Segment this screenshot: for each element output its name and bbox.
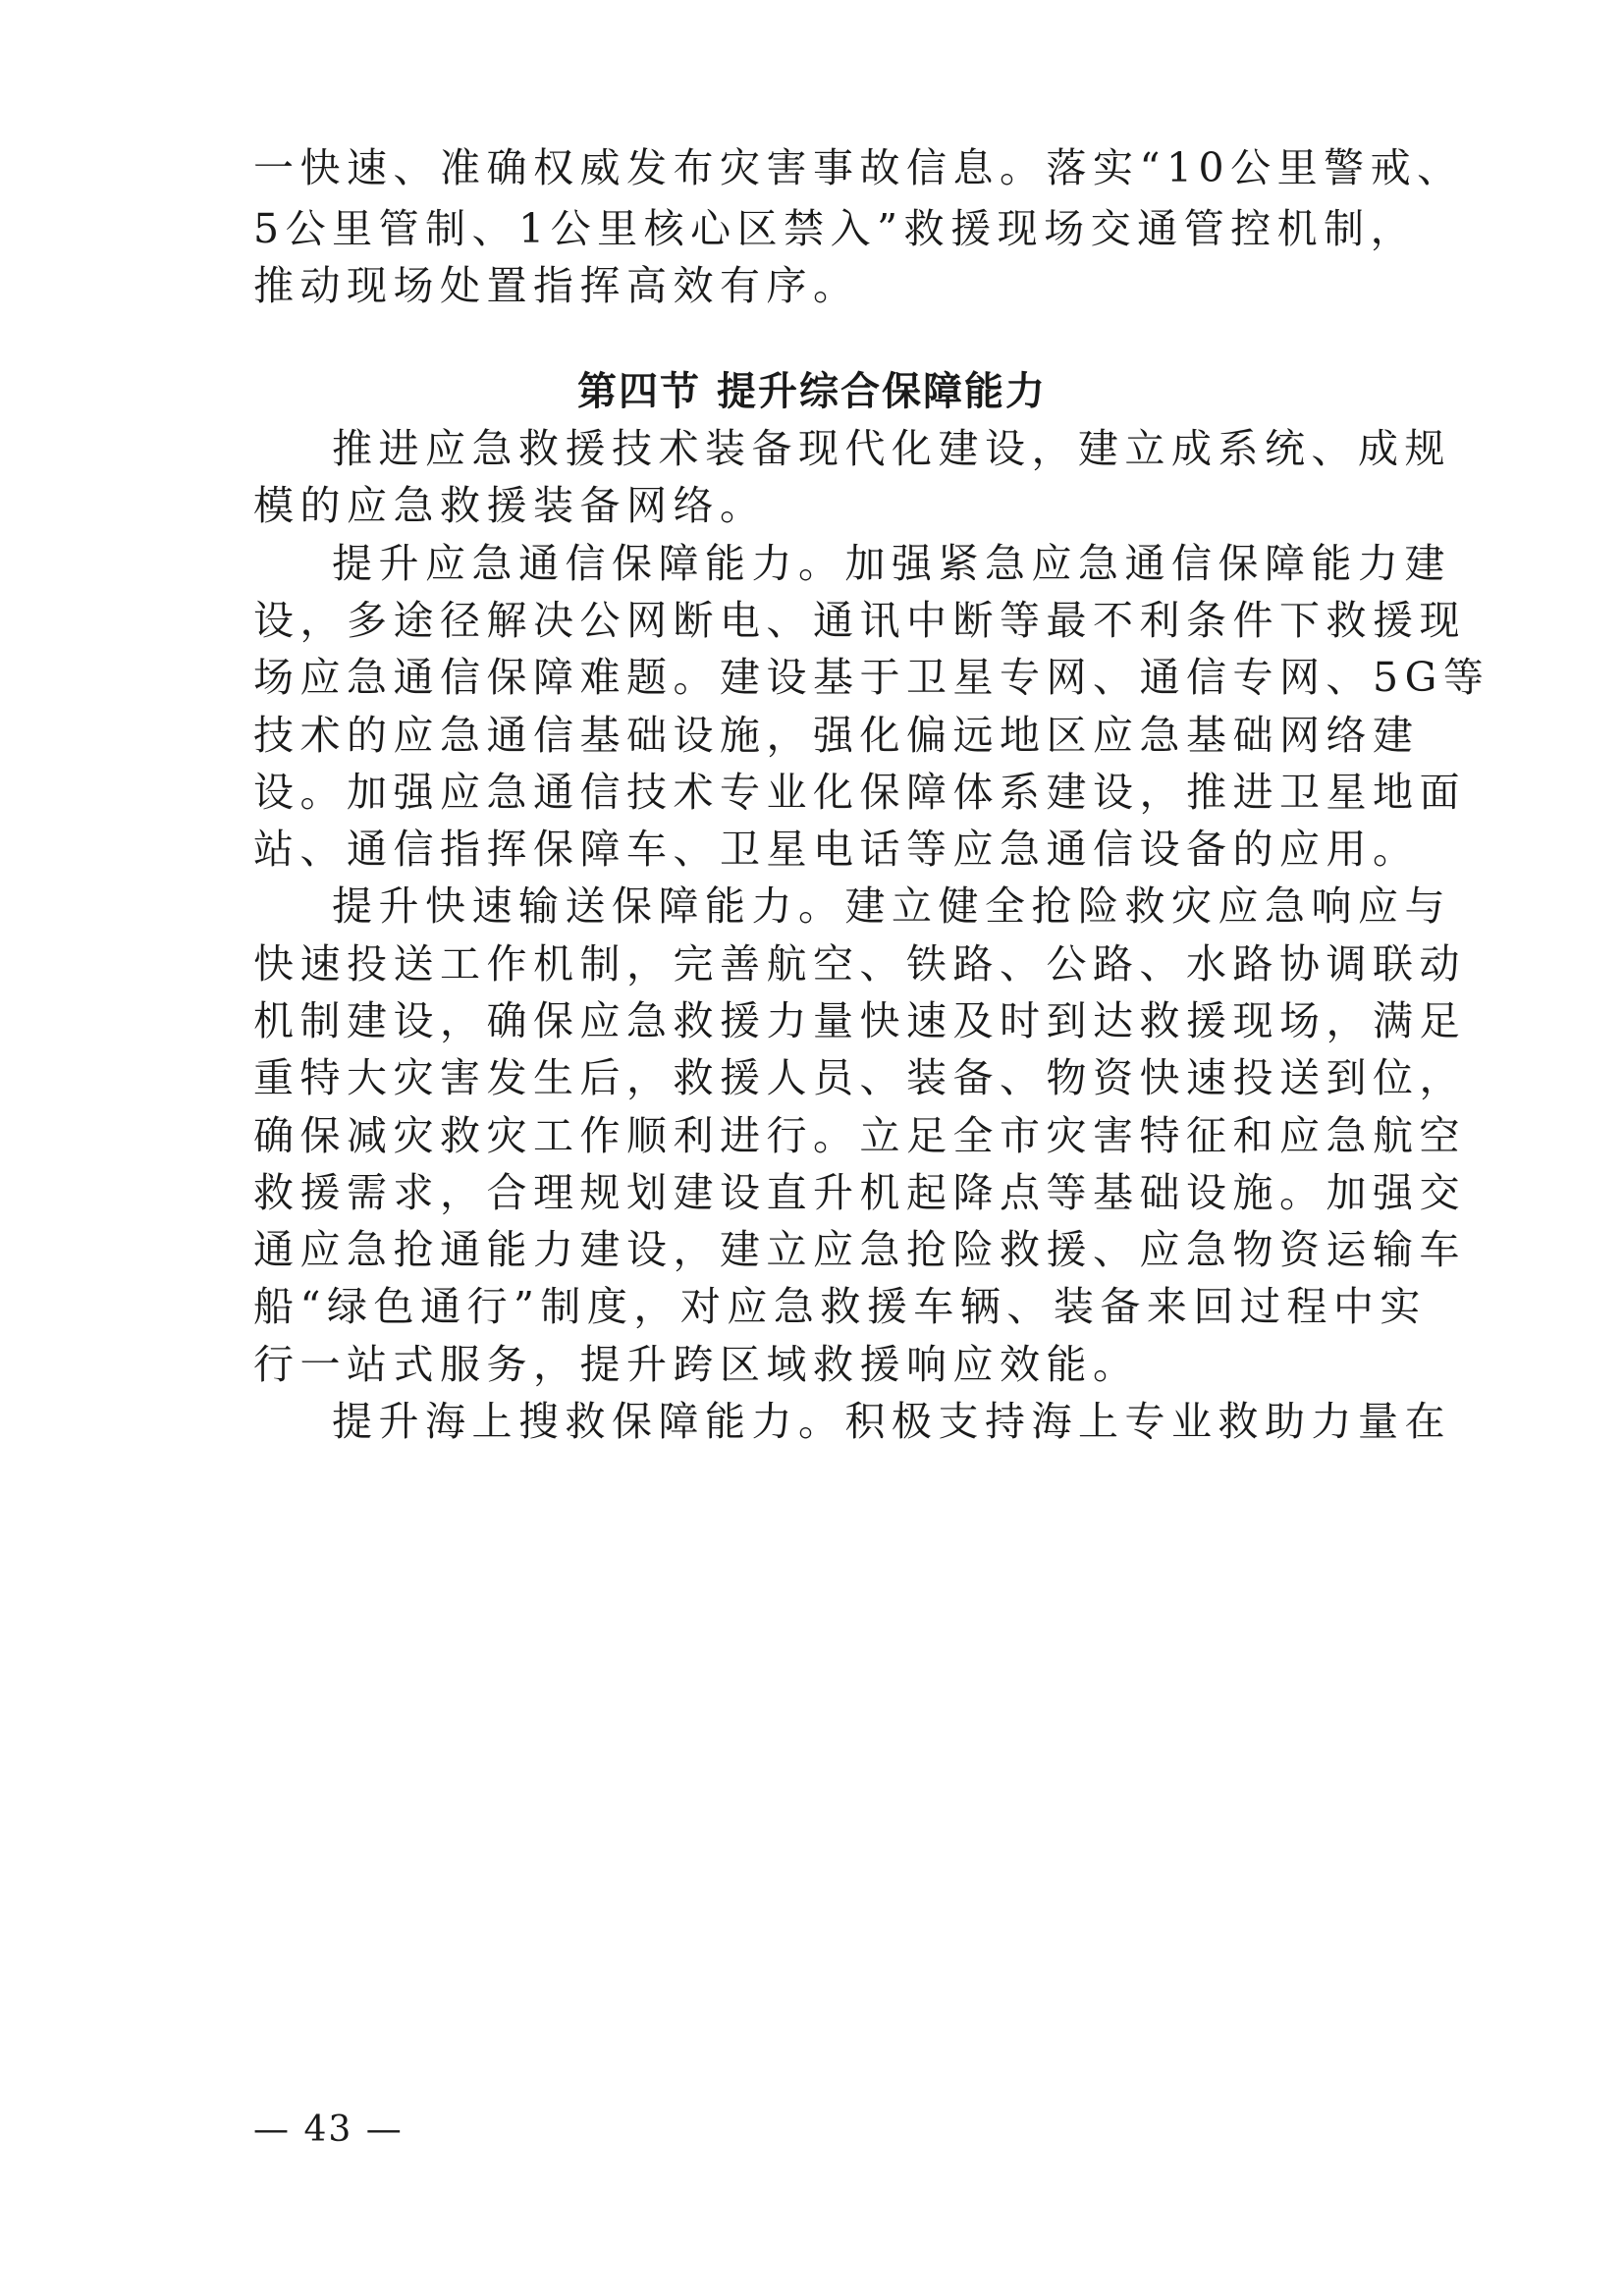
paragraph-3-line-2: 快速投送工作机制，完善航空、铁路、公路、水路协调联动 — [253, 940, 1466, 988]
paragraph-2-line-3: 场应急通信保障难题。建设基于卫星专网、通信专网、5G等 — [253, 654, 1490, 701]
paragraph-3-line-4: 重特大灾害发生后，救援人员、装备、物资快速投送到位， — [253, 1054, 1466, 1101]
section-heading: 第四节 提升综合保障能力 — [577, 369, 1047, 414]
paragraph-3-line-5: 确保减灾救灾工作顺利进行。立足全市灾害特征和应急航空 — [253, 1112, 1466, 1159]
body-line-intro-3: 推动现场处置指挥高效有序。 — [253, 262, 860, 309]
paragraph-2-line-4: 技术的应急通信基础设施，强化偏远地区应急基础网络建 — [253, 712, 1420, 759]
paragraph-3-line-3: 机制建设，确保应急救援力量快速及时到达救援现场，满足 — [253, 997, 1466, 1044]
paragraph-4-line-1: 提升海上搜救保障能力。积极支持海上专业救助力量在 — [332, 1398, 1451, 1445]
paragraph-3-line-9: 行一站式服务，提升跨区域救援响应效能。 — [253, 1341, 1140, 1388]
paragraph-3-line-1: 提升快速输送保障能力。建立健全抢险救灾应急响应与 — [332, 882, 1451, 930]
paragraph-2-line-1: 提升应急通信保障能力。加强紧急应急通信保障能力建 — [332, 540, 1451, 587]
paragraph-3-line-6: 救援需求，合理规划建设直升机起降点等基础设施。加强交 — [253, 1169, 1466, 1216]
body-line-intro-2: 5公里管制、1公里核心区禁入”救援现场交通管控机制， — [253, 205, 1418, 252]
paragraph-2-line-5: 设。加强应急通信技术专业化保障体系建设，推进卫星地面 — [253, 769, 1466, 816]
paragraph-2-line-6: 站、通信指挥保障车、卫星电话等应急通信设备的应用。 — [253, 826, 1420, 873]
paragraph-3-line-8: 船“绿色通行”制度，对应急救援车辆、装备来回过程中实 — [253, 1283, 1427, 1330]
paragraph-1-line-1: 推进应急救援技术装备现代化建设，建立成系统、成规 — [332, 425, 1451, 472]
paragraph-3-line-7: 通应急抢通能力建设，建立应急抢险救援、应急物资运输车 — [253, 1226, 1466, 1273]
paragraph-2-line-2: 设，多途径解决公网断电、通讯中断等最不利条件下救援现 — [253, 597, 1466, 644]
page-number: — 43 — — [253, 2109, 404, 2150]
body-line-intro-1: 一快速、准确权威发布灾害事故信息。落实“10公里警戒、 — [253, 144, 1464, 191]
paragraph-1-line-2: 模的应急救援装备网络。 — [253, 482, 767, 529]
